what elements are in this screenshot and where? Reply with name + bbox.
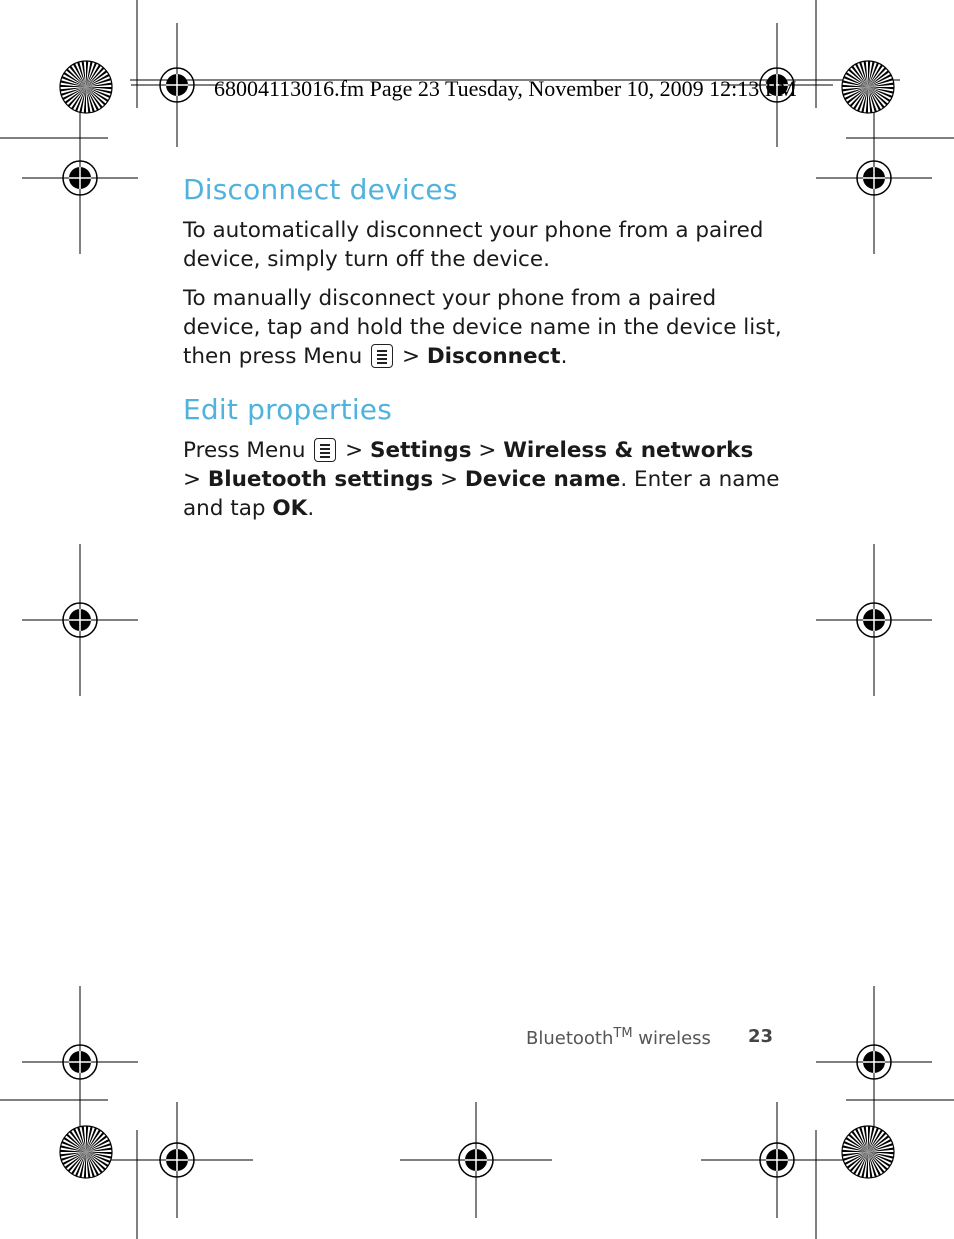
text: and tap [183,496,266,521]
text: Press Menu [183,438,306,463]
text-line [183,465,783,494]
text: . Enter a name [620,467,780,492]
registration-mark-icon [22,544,138,696]
menu-key-icon [314,438,336,462]
registration-mark-icon [400,1102,552,1218]
heading-edit-properties: Edit properties [183,393,393,426]
ok-option: OK [272,496,308,521]
separator: > [401,344,420,369]
menu-option-wireless-networks: Wireless & networks [503,438,754,463]
page-number: 23 [748,1026,774,1047]
registration-mark-icon [816,544,932,696]
trademark-sup: TM [613,1026,633,1041]
registration-mark-icon [22,986,138,1138]
starburst-target-icon [842,61,894,113]
text-line: device, simply turn off the device. [183,247,550,272]
text: . [560,344,568,369]
footer-title-text: Bluetooth [526,1028,614,1049]
text-line: To automatically disconnect your phone from a paired [183,218,764,243]
text-line [183,342,783,371]
menu-option-settings: Settings [370,438,472,463]
text-line: To manually disconnect your phone from a paired [183,286,717,311]
starburst-target-icon [60,1126,112,1178]
separator: > [183,467,202,492]
separator: > [440,467,459,492]
footer-title-rest: wireless [638,1028,711,1049]
text: . [307,496,315,521]
text: then press Menu [183,344,363,369]
text-line [183,436,783,465]
paragraph-manual-disconnect [183,284,783,371]
menu-key-icon [371,344,393,368]
registration-mark-icon [701,1102,853,1218]
separator: > [478,438,497,463]
separator: > [345,438,364,463]
text-line [183,494,783,523]
menu-option-disconnect: Disconnect [426,344,561,369]
footer-chapter-title [526,1026,711,1049]
print-header: 68004113016.fm Page 23 Tuesday, November 10, 2009 12:13 PM [214,76,797,101]
registration-mark-icon [816,102,932,254]
paragraph-edit-properties [183,436,783,523]
heading-disconnect-devices: Disconnect devices [183,173,458,206]
menu-option-device-name: Device name [464,467,621,492]
registration-mark-icon [131,23,223,147]
starburst-target-icon [60,61,112,113]
registration-mark-icon [101,1102,253,1218]
menu-option-bluetooth-settings: Bluetooth settings [207,467,434,492]
paragraph-auto-disconnect [183,216,783,274]
registration-mark-icon [22,102,138,254]
starburst-target-icon [842,1126,894,1178]
text-line: device, tap and hold the device name in the device list, [183,315,782,340]
registration-mark-icon [816,986,932,1138]
